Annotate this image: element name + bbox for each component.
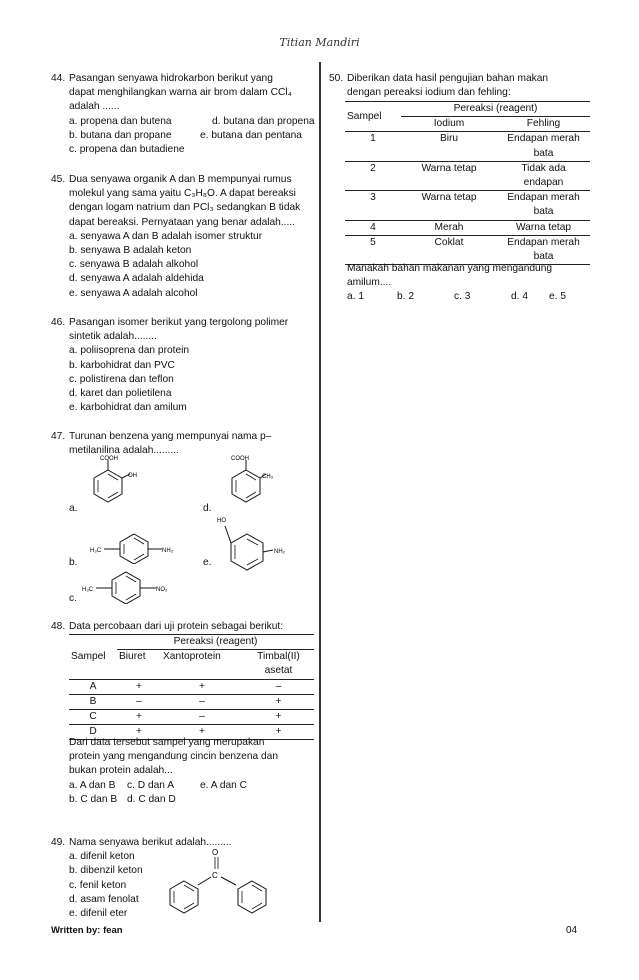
option-e[interactable]: e. [203,557,212,568]
question-text: Data percobaan dari uji protein sebagai berikut: [69,621,284,632]
option-b[interactable]: b. karbohidrat dan PVC [69,359,175,371]
table-cell: bata [533,206,554,218]
table-row [69,694,314,709]
option-a[interactable]: a. A dan B [69,779,116,791]
nh2-label: NH₂ [162,548,173,554]
table-cell: Warna tetap [515,221,572,233]
question-text: dengan logam natrium dan PCl₃ sedangkan B tidak [69,202,301,214]
table-cell: endapan [523,177,564,189]
ho-label: HO [217,518,226,524]
structure-c-icon [80,570,176,604]
ch3-label: CH₃ [262,474,274,480]
table-row [69,679,314,694]
table-cell: 3 [370,192,376,204]
question-text: amilum.... [347,277,392,289]
table-cell: C [89,711,97,723]
option-e[interactable]: e. butana dan pentana [200,129,302,141]
question-number: 49. [51,837,66,848]
table-header: Biuret [119,651,146,663]
nh2-label: NH₂ [274,549,285,555]
question-text: Dari data tersebut sampel yang merupakan [69,737,265,748]
table-cell: + [136,680,142,692]
question-text: Turunan benzena yang mempunyai nama p– [69,431,272,442]
question-number: 44. [51,73,66,84]
oxygen-label: O [212,848,219,857]
option-c[interactable]: c. polistirena dan teflon [69,373,174,385]
table-cell: Coklat [434,236,464,248]
structure-a-icon [78,452,138,512]
option-c[interactable]: c. [69,593,77,604]
question-number: 48. [51,621,66,632]
table-cell: – [275,680,282,692]
table-cell: 5 [370,236,376,248]
page-number: 04 [566,925,578,936]
table-cell: – [136,695,142,707]
table-cell: Tidak ada [521,162,566,174]
question-48-after [69,736,314,807]
option-a[interactable]: a. [69,503,78,514]
table-row [69,710,314,725]
table-header: Timbal(II) [257,651,300,663]
footer-author: Written by: fean [51,925,123,936]
option-c[interactable]: c. senyawa B adalah alkohol [69,259,199,271]
table-row [345,132,590,147]
table-header: asetat [264,665,293,677]
table-cell: Merah [434,221,464,233]
structure-b-icon [88,532,180,564]
question-50-after [347,262,592,305]
question-text: Pasangan senyawa hidrokarbon berikut yang [69,73,273,84]
option-b[interactable]: b. [69,557,78,568]
option-e[interactable]: e. karbohidrat dan amilum [69,402,187,414]
table-group-header: Pereaksi (reagent) [117,635,314,650]
option-e[interactable]: e. senyawa A adalah alcohol [69,287,198,299]
option-b[interactable]: b. 2 [397,291,414,303]
carbon-label: C [212,871,218,880]
table-cell: Warna tetap [421,192,477,204]
table-header: Fehling [497,117,590,132]
no2-label: NO₂ [156,587,168,593]
option-c[interactable]: c. propena dan butadiene [69,144,185,156]
option-c[interactable]: c. fenil keton [69,879,127,891]
table-header: Sampel [71,650,106,662]
table-header: Xantoprotein [163,651,221,663]
table-row [345,220,590,235]
table-cell: 4 [370,221,376,233]
food-test-table [345,101,590,265]
benzophenone-structure-icon [160,845,278,923]
question-text: Diberikan data hasil pengujian bahan makan [347,73,549,84]
table-header: Iodium [401,117,497,132]
structure-d-icon [216,452,278,512]
table-cell: Warna tetap [421,162,477,174]
h3c-label: H₃C [82,587,94,593]
option-b[interactable]: b. senyawa B adalah keton [69,245,192,257]
table-cell: A [89,680,97,692]
option-a[interactable]: a. propena dan butena [69,115,172,127]
question-text: Manakah bahan makanan yang mengandung [347,263,553,274]
table-cell: bata [533,251,554,263]
table-row [345,161,590,176]
table-cell: 2 [370,162,376,174]
question-text: dapat bereaksi. Pernyataan yang benar adalah..... [69,216,295,228]
question-number: 45. [51,174,66,185]
option-d[interactable]: d. 4 [511,291,528,303]
question-text: bukan protein adalah... [69,765,173,777]
option-d[interactable]: d. karet dan polietilena [69,388,172,400]
structure-e-icon [213,512,295,576]
table-cell: + [275,695,282,707]
question-text: dapat menghilangkan warna air brom dalam CCl₄ [69,87,292,99]
option-c[interactable]: c. 3 [454,291,471,303]
table-cell: + [199,726,205,738]
table-group-header: Pereaksi (reagent) [453,103,538,114]
table-cell: 1 [370,133,376,145]
table-cell: – [199,695,205,707]
option-b[interactable]: b. butana dan propane [69,129,172,141]
option-d[interactable]: d. senyawa A adalah aldehida [69,273,204,285]
table-header: Sampel [347,110,382,122]
cooh-label: COOH [231,456,249,462]
option-e[interactable]: e. A dan C [200,779,248,791]
table-row [345,191,590,206]
option-e[interactable]: e. difenil eter [69,908,128,920]
oh-label: OH [128,473,137,479]
table-cell: + [199,680,205,692]
h3c-label: H₃C [90,548,102,554]
question-text: dengan pereaksi iodium dan fehling: [347,87,511,99]
table-cell: + [275,726,282,738]
table-cell: D [89,726,97,738]
question-text: molekul yang sama yaitu C₃H₈O. A dapat bereaksi [69,188,296,200]
option-a[interactable]: a. senyawa A dan B adalah isomer struktur [69,230,263,242]
cooh-label: COOH [100,456,118,462]
option-b[interactable]: b. dibenzil keton [69,865,143,877]
option-b[interactable]: b. C dan B [69,793,118,805]
question-text: Dua senyawa organik A dan B mempunyai rumus [69,174,292,185]
option-d[interactable]: d. C dan D [127,793,176,805]
table-cell: Endapan merah [507,192,580,204]
question-number: 46. [51,317,66,328]
option-a[interactable]: a. 1 [347,291,364,303]
page-header: Titian Mandiri [279,36,360,49]
table-cell: Biru [439,133,459,145]
question-number: 50. [329,73,344,84]
option-d[interactable]: d. asam fenolat [69,893,139,905]
option-a[interactable]: a. difenil keton [69,851,135,863]
column-divider [319,62,321,922]
protein-test-table [69,634,314,740]
question-text: Pasangan isomer berikut yang tergolong polimer [69,317,289,328]
question-text: Nama senyawa berikut adalah......... [69,837,232,848]
table-cell: + [136,726,142,738]
option-d[interactable]: d. [203,503,212,514]
table-cell: – [199,711,205,723]
table-row [345,235,590,250]
table-cell: + [275,711,282,723]
question-text: metilanilina adalah......... [69,445,179,457]
option-d[interactable]: d. butana dan propena [212,115,315,127]
table-cell: Endapan merah [507,133,580,145]
table-cell: Endapan merah [507,236,580,248]
question-text: protein yang mengandung cincin benzena dan [69,751,279,763]
option-a[interactable]: a. poliisoprena dan protein [69,345,190,357]
table-cell: bata [533,147,554,159]
question-text: sintetik adalah........ [69,331,157,343]
option-e[interactable]: e. 5 [549,291,566,303]
table-cell: B [89,695,97,707]
table-cell: + [136,711,142,723]
option-c[interactable]: c. D dan A [127,779,175,791]
question-number: 47. [51,431,66,442]
question-text: adalah ...... [69,101,120,113]
